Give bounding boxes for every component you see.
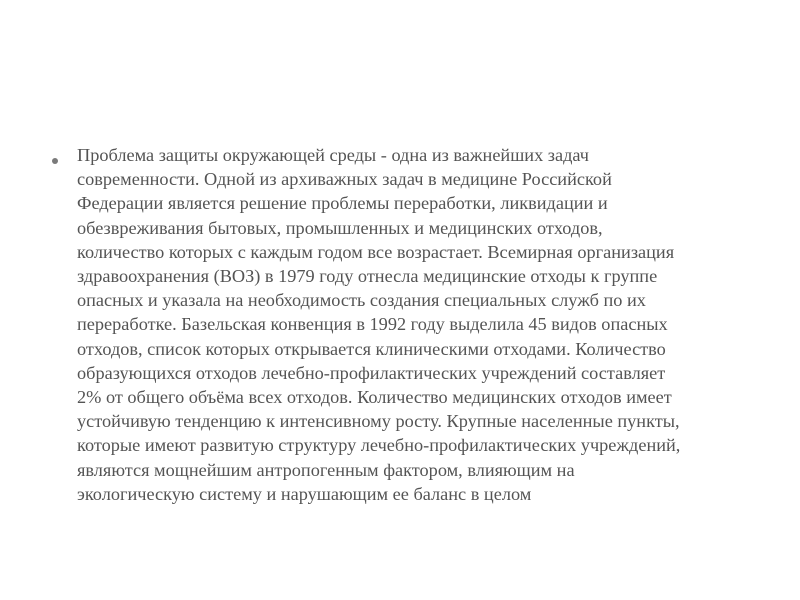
bullet-item	[48, 143, 768, 506]
text-line: опасных и указала на необходимость создания специальных служб по их	[77, 290, 646, 311]
text-line: отходов, список которых открывается клиническими отходами. Количество	[77, 338, 666, 359]
bullet-list	[48, 143, 768, 506]
text-line: переработке. Базельская конвенция в 1992 году выделила 45 видов опасных	[77, 314, 668, 335]
text-line: количество которых с каждым годом все возрастает. Всемирная организация	[77, 241, 675, 262]
bullet-text	[77, 143, 767, 506]
text-line: образующихся отходов лечебно-профилактических учреждений составляет	[77, 362, 666, 383]
text-line: здравоохранения (ВОЗ) в 1979 году отнесла медицинские отходы к группе	[77, 266, 658, 287]
text-line: современности. Одной из архиважных задач в медицине Российской	[77, 169, 612, 190]
bullet-point-icon	[52, 158, 58, 164]
text-line: являются мощнейшим антропогенным фактором, влияющим на	[77, 459, 575, 480]
text-line: обезвреживания бытовых, промышленных и медицинских отходов,	[77, 217, 603, 238]
text-line: устойчивую тенденцию к интенсивному росту. Крупные населенные пункты,	[77, 411, 680, 432]
text-line: Федерации является решение проблемы переработки, ликвидации и	[77, 193, 608, 214]
text-line: Проблема защиты окружающей среды - одна из важнейших задач	[77, 145, 589, 165]
text-line: которые имеют развитую структуру лечебно-профилактических учреждений,	[77, 435, 681, 456]
text-line: экологическую систему и нарушающим ее баланс в целом	[77, 483, 532, 504]
text-line: 2% от общего объёма всех отходов. Количество медицинских отходов имеет	[77, 387, 672, 408]
